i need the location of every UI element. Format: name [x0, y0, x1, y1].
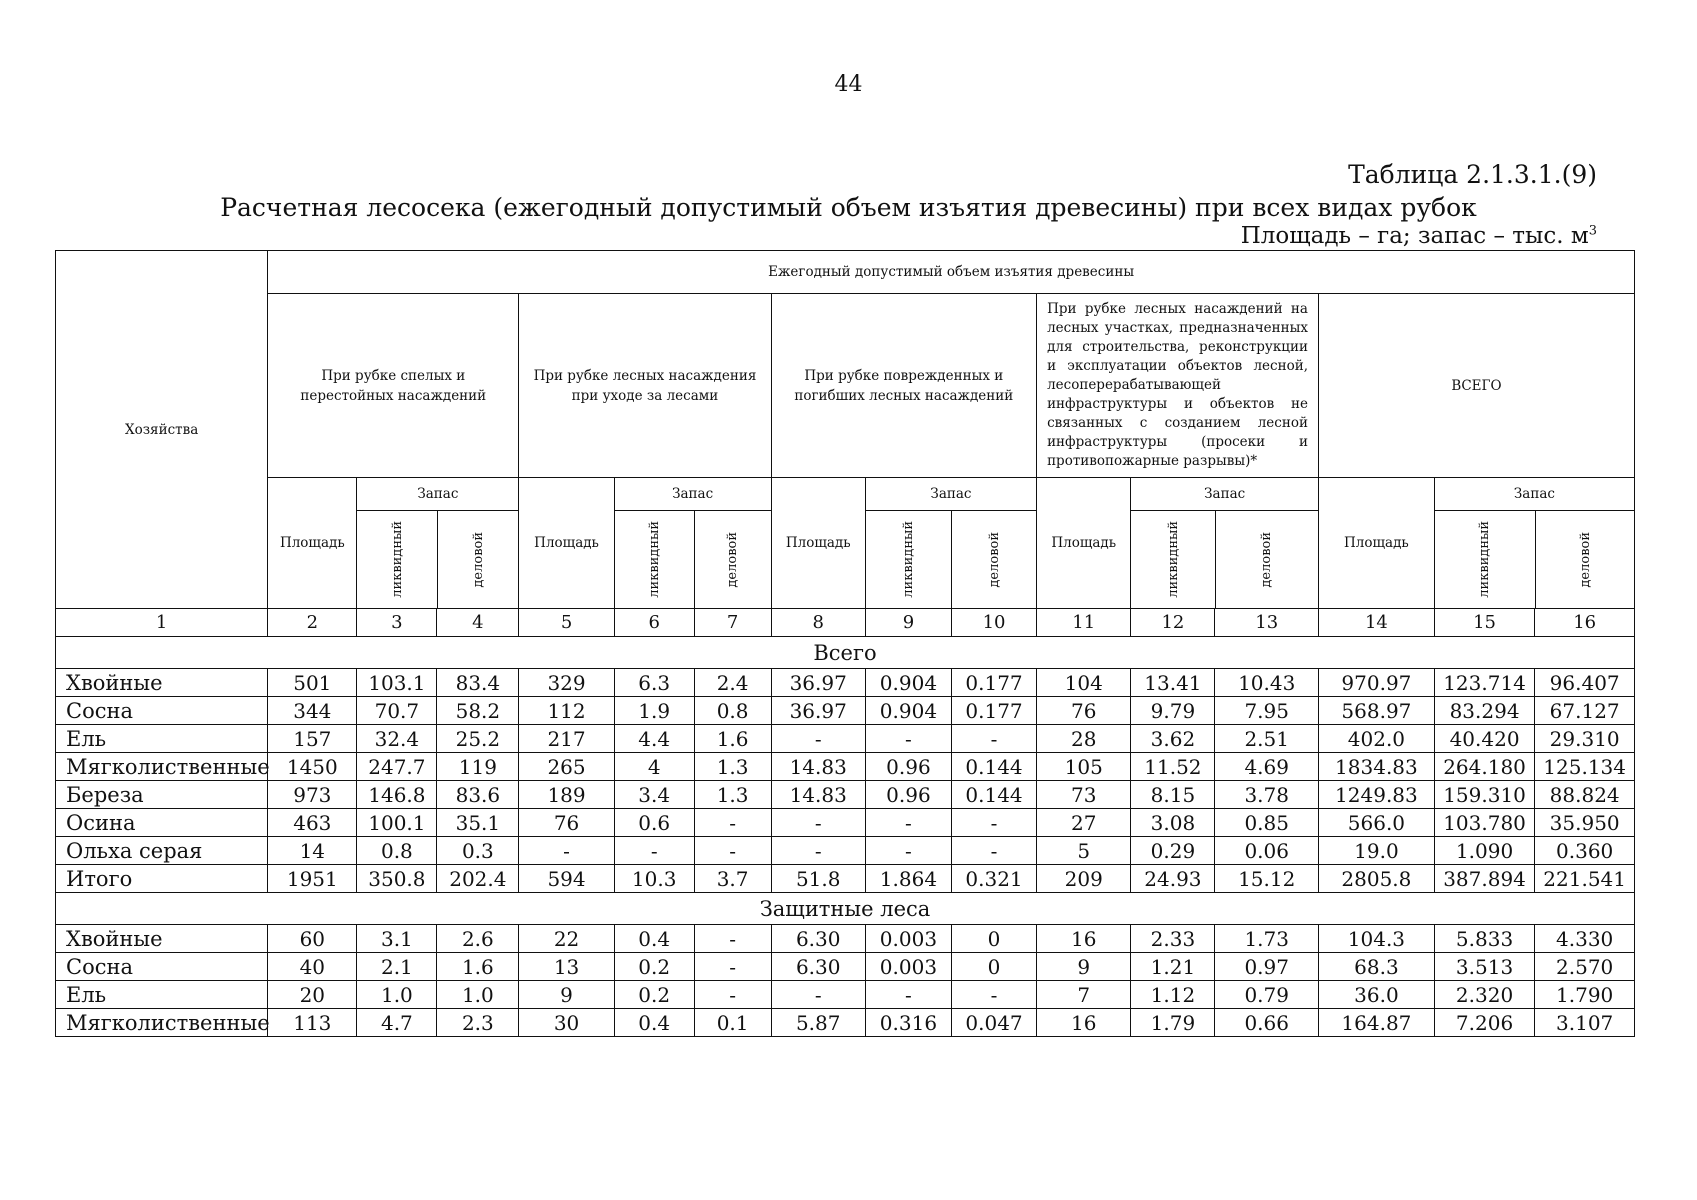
table-cell: 1.6 [437, 953, 519, 981]
table-cell: 0 [951, 925, 1036, 953]
row-label: Ольха серая [56, 837, 268, 865]
table-cell: - [771, 809, 865, 837]
table-cell: 0.4 [614, 925, 694, 953]
table-cell: 96.407 [1535, 669, 1635, 697]
table-cell: 112 [519, 697, 614, 725]
table-cell: - [865, 725, 951, 753]
header-area: Площадь [268, 478, 357, 609]
table-cell: 2.570 [1535, 953, 1635, 981]
table-cell: 19.0 [1318, 837, 1434, 865]
header-business: деловой [1577, 531, 1593, 588]
header-liquid: ликвидный [1477, 521, 1493, 598]
header-group-thinning: При рубке лесных насаждения при уходе за лесами [519, 294, 771, 478]
table-cell: 1.864 [865, 865, 951, 893]
units-superscript: 3 [1588, 223, 1597, 239]
table-cell: 164.87 [1318, 1009, 1434, 1037]
table-cell: 7.206 [1434, 1009, 1534, 1037]
table-cell: 0.2 [614, 953, 694, 981]
table-cell: 0 [951, 953, 1036, 981]
row-label: Итого [56, 865, 268, 893]
table-body [56, 637, 1635, 1037]
table-cell: 0.66 [1215, 1009, 1319, 1037]
table-cell: 0.316 [865, 1009, 951, 1037]
table-cell: 10.3 [614, 865, 694, 893]
table-cell: 0.003 [865, 953, 951, 981]
column-number: 5 [519, 609, 614, 637]
column-number: 15 [1434, 609, 1534, 637]
table-cell: 264.180 [1434, 753, 1534, 781]
header-liquid-cell [866, 511, 953, 608]
table-cell: - [519, 837, 614, 865]
table-cell: 3.513 [1434, 953, 1534, 981]
table-cell: 1.21 [1131, 953, 1215, 981]
table-cell: 105 [1037, 753, 1131, 781]
header-liquid-cell [357, 511, 438, 608]
table-row [56, 1009, 1635, 1037]
header-liquid: ликвидный [646, 521, 662, 598]
table-cell: 157 [268, 725, 357, 753]
table-row [56, 781, 1635, 809]
header-business: деловой [986, 531, 1002, 588]
table-cell: - [694, 953, 771, 981]
table-row [56, 981, 1635, 1009]
header-group-total: ВСЕГО [1318, 294, 1634, 478]
table-cell: 1.790 [1535, 981, 1635, 1009]
header-row-groups [56, 294, 1635, 478]
table-cell: 123.714 [1434, 669, 1534, 697]
table-cell: - [771, 837, 865, 865]
table-cell: 3.107 [1535, 1009, 1635, 1037]
table-cell: 67.127 [1535, 697, 1635, 725]
table-cell: 5.87 [771, 1009, 865, 1037]
table-cell: 9 [1037, 953, 1131, 981]
table-cell: 221.541 [1535, 865, 1635, 893]
table-cell: 4.4 [614, 725, 694, 753]
header-stock: Запас [357, 478, 518, 511]
units-caption [1241, 223, 1597, 249]
table-cell: 0.85 [1215, 809, 1319, 837]
header-stock: Запас [1435, 478, 1634, 511]
header-stock-split [615, 511, 771, 608]
column-number: 6 [614, 609, 694, 637]
header-liquid: ликвидный [901, 521, 917, 598]
table-cell: 13 [519, 953, 614, 981]
column-number: 10 [951, 609, 1036, 637]
table-cell: 0.2 [614, 981, 694, 1009]
table-cell: 594 [519, 865, 614, 893]
header-row-subcolumns [56, 478, 1635, 609]
column-number: 12 [1131, 609, 1215, 637]
table-cell: 35.1 [437, 809, 519, 837]
header-stock-cell [1434, 478, 1634, 609]
table-cell: 2805.8 [1318, 865, 1434, 893]
table-cell: 83.6 [437, 781, 519, 809]
row-label: Мягколиственные [56, 1009, 268, 1037]
table-cell: 189 [519, 781, 614, 809]
table-cell: 7.95 [1215, 697, 1319, 725]
table-cell: - [694, 925, 771, 953]
header-business-cell [695, 511, 770, 608]
table-cell: 30 [519, 1009, 614, 1037]
table-cell: 60 [268, 925, 357, 953]
table-cell: 20 [268, 981, 357, 1009]
table-cell: 1.0 [357, 981, 437, 1009]
column-number: 1 [56, 609, 268, 637]
table-cell: 0.6 [614, 809, 694, 837]
header-area: Площадь [1037, 478, 1131, 609]
table-cell: 1.090 [1434, 837, 1534, 865]
table-cell: 0.29 [1131, 837, 1215, 865]
row-label: Береза [56, 781, 268, 809]
column-number: 3 [357, 609, 437, 637]
table-cell: 29.310 [1535, 725, 1635, 753]
table-cell: 36.0 [1318, 981, 1434, 1009]
table-cell: 27 [1037, 809, 1131, 837]
table-cell: 3.1 [357, 925, 437, 953]
table-cell: 2.3 [437, 1009, 519, 1037]
table-cell: 0.003 [865, 925, 951, 953]
table-cell: 25.2 [437, 725, 519, 753]
table-cell: - [951, 837, 1036, 865]
header-area: Площадь [1318, 478, 1434, 609]
header-business-cell [952, 511, 1036, 608]
table-cell: 15.12 [1215, 865, 1319, 893]
allowable-cut-table [55, 250, 1635, 1037]
table-cell: 103.1 [357, 669, 437, 697]
header-stock: Запас [866, 478, 1036, 511]
table-cell: 2.4 [694, 669, 771, 697]
table-cell: 83.294 [1434, 697, 1534, 725]
header-row-annual [56, 251, 1635, 294]
table-cell: - [865, 837, 951, 865]
table-cell: 970.97 [1318, 669, 1434, 697]
section-row [56, 893, 1635, 925]
row-label: Сосна [56, 953, 268, 981]
table-cell: 73 [1037, 781, 1131, 809]
table-row [56, 669, 1635, 697]
table-cell: 13.41 [1131, 669, 1215, 697]
table-cell: - [694, 837, 771, 865]
table-cell: 36.97 [771, 669, 865, 697]
table-cell: 68.3 [1318, 953, 1434, 981]
table-cell: 0.1 [694, 1009, 771, 1037]
header-business: деловой [725, 531, 741, 588]
table-cell: 247.7 [357, 753, 437, 781]
table-cell: 11.52 [1131, 753, 1215, 781]
table-cell: - [614, 837, 694, 865]
table-row [56, 697, 1635, 725]
table-cell: 2.33 [1131, 925, 1215, 953]
table-cell: 6.3 [614, 669, 694, 697]
table-cell: 104.3 [1318, 925, 1434, 953]
table-cell: 2.320 [1434, 981, 1534, 1009]
table-cell: 1.12 [1131, 981, 1215, 1009]
table-cell: - [771, 725, 865, 753]
table-row [56, 725, 1635, 753]
table-cell: 0.8 [357, 837, 437, 865]
table-cell: 1834.83 [1318, 753, 1434, 781]
table-cell: 14.83 [771, 781, 865, 809]
header-liquid: ликвидный [389, 521, 405, 598]
table-cell: 119 [437, 753, 519, 781]
table-cell: 0.144 [951, 781, 1036, 809]
table-cell: 0.3 [437, 837, 519, 865]
table-cell: 22 [519, 925, 614, 953]
table-cell: 9.79 [1131, 697, 1215, 725]
table-cell: 88.824 [1535, 781, 1635, 809]
table-cell: 0.904 [865, 669, 951, 697]
table-cell: 4.330 [1535, 925, 1635, 953]
table-cell: 159.310 [1434, 781, 1534, 809]
section-title: Защитные леса [56, 893, 1635, 925]
table-cell: 58.2 [437, 697, 519, 725]
table-cell: 2.6 [437, 925, 519, 953]
row-label: Хвойные [56, 925, 268, 953]
table-cell: - [865, 981, 951, 1009]
header-business: деловой [1259, 531, 1275, 588]
header-stock-split [357, 511, 518, 608]
section-row [56, 637, 1635, 669]
table-cell: 8.15 [1131, 781, 1215, 809]
column-number: 7 [694, 609, 771, 637]
table-cell: 1249.83 [1318, 781, 1434, 809]
header-stock-cell [614, 478, 771, 609]
section-title: Всего [56, 637, 1635, 669]
table-cell: 10.43 [1215, 669, 1319, 697]
table-cell: 70.7 [357, 697, 437, 725]
row-label: Мягколиственные [56, 753, 268, 781]
page-number: 44 [834, 72, 863, 97]
column-number: 13 [1215, 609, 1319, 637]
table-cell: 32.4 [357, 725, 437, 753]
table-cell: 24.93 [1131, 865, 1215, 893]
column-number: 4 [437, 609, 519, 637]
table-cell: 209 [1037, 865, 1131, 893]
document-title: Расчетная лесосека (ежегодный допустимый объем изъятия древесины) при всех видах рубок [220, 193, 1477, 222]
table-cell: 2.51 [1215, 725, 1319, 753]
table-cell: - [865, 809, 951, 837]
header-group-infrastructure: При рубке лесных насаждений на лесных участках, предназначенных для строительства, реконструкции и эксплуатации объектов лесной, лесоперерабатывающей инфраструктуры и объектов не связанных с созданием лесной инфраструктуры (просеки и противопожарные разрывы)* [1037, 294, 1319, 478]
table-cell: 103.780 [1434, 809, 1534, 837]
table-label: Таблица 2.1.3.1.(9) [1348, 160, 1597, 189]
table-cell: 202.4 [437, 865, 519, 893]
table-cell: - [771, 981, 865, 1009]
header-annual-volume: Ежегодный допустимый объем изъятия древесины [268, 251, 1635, 294]
table-cell: 76 [1037, 697, 1131, 725]
table-cell: 76 [519, 809, 614, 837]
table-cell: 1.73 [1215, 925, 1319, 953]
table-cell: 36.97 [771, 697, 865, 725]
header-stock-split [866, 511, 1036, 608]
header-business-cell [1536, 511, 1634, 608]
table-cell: 14 [268, 837, 357, 865]
table-cell: 1450 [268, 753, 357, 781]
table-cell: 265 [519, 753, 614, 781]
table-cell: 0.96 [865, 753, 951, 781]
table-cell: 217 [519, 725, 614, 753]
table-cell: 100.1 [357, 809, 437, 837]
column-number-row [56, 609, 1635, 637]
header-business-cell [1216, 511, 1318, 608]
table-cell: 5.833 [1434, 925, 1534, 953]
table-cell: 40.420 [1434, 725, 1534, 753]
table-cell: - [951, 981, 1036, 1009]
header-liquid-cell [1131, 511, 1216, 608]
header-stock-split [1435, 511, 1634, 608]
table-cell: 40 [268, 953, 357, 981]
table-cell: 2.1 [357, 953, 437, 981]
table-cell: - [951, 725, 1036, 753]
table-cell: 3.7 [694, 865, 771, 893]
table-cell: 0.321 [951, 865, 1036, 893]
table-cell: 0.96 [865, 781, 951, 809]
table-cell: 1.6 [694, 725, 771, 753]
table-row [56, 809, 1635, 837]
table-cell: - [694, 981, 771, 1009]
column-number: 16 [1535, 609, 1635, 637]
table-cell: 51.8 [771, 865, 865, 893]
table-cell: 0.4 [614, 1009, 694, 1037]
header-stock-split [1131, 511, 1318, 608]
column-number: 2 [268, 609, 357, 637]
column-number: 8 [771, 609, 865, 637]
table-cell: 0.360 [1535, 837, 1635, 865]
table-cell: 4 [614, 753, 694, 781]
table-cell: 0.904 [865, 697, 951, 725]
header-stock-cell [865, 478, 1036, 609]
table-cell: 3.78 [1215, 781, 1319, 809]
table-cell: 402.0 [1318, 725, 1434, 753]
table-cell: 350.8 [357, 865, 437, 893]
table-cell: 0.047 [951, 1009, 1036, 1037]
row-label: Осина [56, 809, 268, 837]
table-row [56, 837, 1635, 865]
table-cell: 0.79 [1215, 981, 1319, 1009]
table-cell: 566.0 [1318, 809, 1434, 837]
table-cell: 387.894 [1434, 865, 1534, 893]
row-label: Ель [56, 725, 268, 753]
table-cell: 4.7 [357, 1009, 437, 1037]
row-label: Хвойные [56, 669, 268, 697]
table-row [56, 753, 1635, 781]
table-cell: 1951 [268, 865, 357, 893]
column-number: 11 [1037, 609, 1131, 637]
table-cell: 1.3 [694, 753, 771, 781]
table-cell: 125.134 [1535, 753, 1635, 781]
table-cell: 344 [268, 697, 357, 725]
table-cell: 0.8 [694, 697, 771, 725]
table-cell: - [694, 809, 771, 837]
column-number: 14 [1318, 609, 1434, 637]
table-cell: 0.177 [951, 669, 1036, 697]
header-group-mature: При рубке спелых и перестойных насаждений [268, 294, 519, 478]
header-stock: Запас [1131, 478, 1318, 511]
table-cell: 7 [1037, 981, 1131, 1009]
table-row [56, 865, 1635, 893]
table-cell: 83.4 [437, 669, 519, 697]
header-business: деловой [470, 531, 486, 588]
table-cell: 329 [519, 669, 614, 697]
header-liquid: ликвидный [1165, 521, 1181, 598]
table-cell: 0.144 [951, 753, 1036, 781]
table-cell: 3.08 [1131, 809, 1215, 837]
header-area: Площадь [771, 478, 865, 609]
table-cell: 16 [1037, 1009, 1131, 1037]
table-cell: 28 [1037, 725, 1131, 753]
table-cell: 6.30 [771, 953, 865, 981]
header-group-damaged: При рубке поврежденных и погибших лесных насаждений [771, 294, 1037, 478]
table-cell: 146.8 [357, 781, 437, 809]
table-cell: 5 [1037, 837, 1131, 865]
header-area: Площадь [519, 478, 614, 609]
table-cell: 9 [519, 981, 614, 1009]
table-cell: - [951, 809, 1036, 837]
table-cell: 6.30 [771, 925, 865, 953]
header-liquid-cell [1435, 511, 1536, 608]
units-text: Площадь – га; запас – тыс. м [1240, 223, 1589, 249]
table-cell: 0.97 [1215, 953, 1319, 981]
header-stock-cell [357, 478, 519, 609]
table-cell: 3.4 [614, 781, 694, 809]
header-stock-cell [1131, 478, 1319, 609]
table-cell: 4.69 [1215, 753, 1319, 781]
table-cell: 501 [268, 669, 357, 697]
table-cell: 1.9 [614, 697, 694, 725]
table-cell: 3.62 [1131, 725, 1215, 753]
table-cell: 463 [268, 809, 357, 837]
row-label: Сосна [56, 697, 268, 725]
table-cell: 113 [268, 1009, 357, 1037]
table-cell: 0.177 [951, 697, 1036, 725]
table-row [56, 953, 1635, 981]
table-cell: 0.06 [1215, 837, 1319, 865]
table-cell: 16 [1037, 925, 1131, 953]
header-liquid-cell [615, 511, 695, 608]
table-cell: 35.950 [1535, 809, 1635, 837]
table-cell: 104 [1037, 669, 1131, 697]
table-cell: 568.97 [1318, 697, 1434, 725]
table-row [56, 925, 1635, 953]
table-cell: 1.3 [694, 781, 771, 809]
column-number: 9 [865, 609, 951, 637]
header-farms: Хозяйства [56, 251, 268, 609]
table-cell: 1.0 [437, 981, 519, 1009]
row-label: Ель [56, 981, 268, 1009]
header-stock: Запас [615, 478, 771, 511]
table-cell: 973 [268, 781, 357, 809]
table-cell: 1.79 [1131, 1009, 1215, 1037]
table-cell: 14.83 [771, 753, 865, 781]
header-business-cell [438, 511, 518, 608]
